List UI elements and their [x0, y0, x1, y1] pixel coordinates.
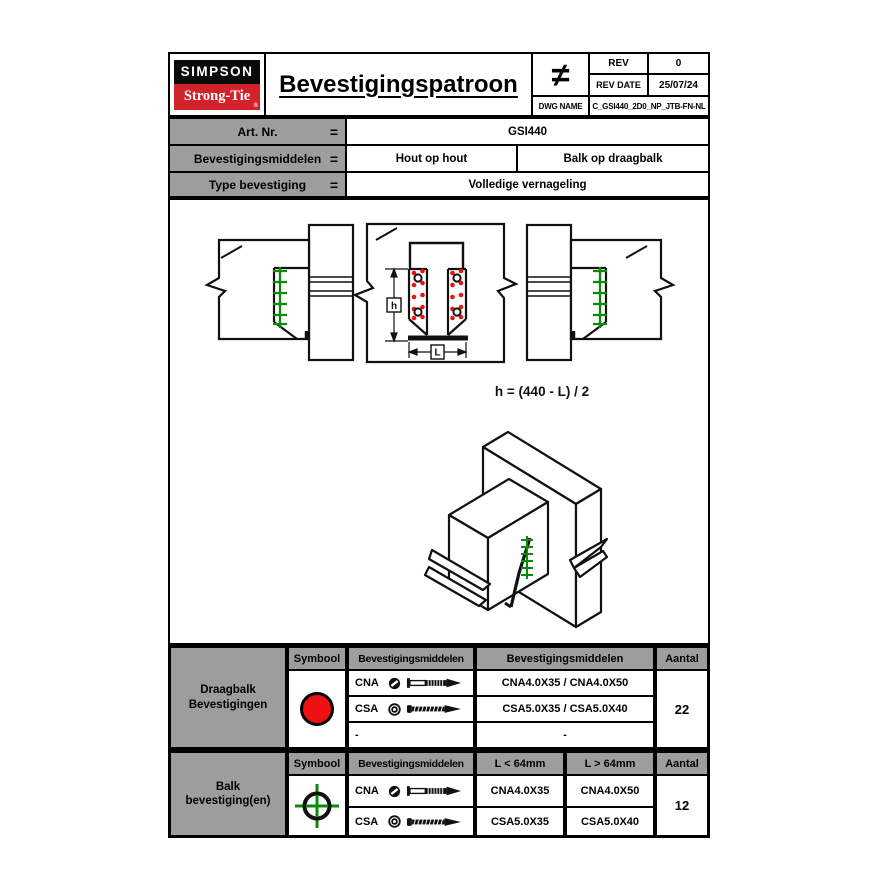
- t2-aantal-value: 12: [674, 798, 690, 813]
- art-nr-value-cell: [347, 119, 708, 144]
- t2-row-label-cell: [171, 753, 285, 835]
- t2-cna-code: CNA: [355, 785, 379, 797]
- t2-row-label: Balk bevestiging(en): [185, 780, 271, 807]
- side-view-right: [527, 225, 673, 360]
- post-right: [527, 225, 571, 360]
- logo-simpson-text: SIMPSON: [180, 64, 254, 79]
- red-circle-symbol: [300, 692, 334, 726]
- not-equal-icon: ≠: [551, 56, 570, 93]
- t1-aantal-value: 22: [674, 701, 690, 717]
- type-bevestiging-value: Volledige vernageling: [468, 178, 587, 191]
- info-row-middelen-label-cell: [170, 146, 345, 171]
- t1-symbol-cell: [289, 671, 345, 747]
- t1-fastener-cna-cell: [349, 671, 473, 695]
- t2-cna-llarge-cell: [567, 776, 653, 806]
- t2-csa-llarge-cell: [567, 808, 653, 835]
- not-equal-cell: [533, 54, 588, 95]
- t1-cna-value: CNA4.0X35 / CNA4.0X50: [501, 677, 629, 689]
- beam-right: [571, 240, 673, 339]
- t1-cna-code: CNA: [355, 677, 379, 689]
- t1-empty-code: -: [355, 729, 359, 741]
- t1-empty-value-cell: [477, 723, 653, 747]
- post-left: [309, 225, 353, 360]
- t2-fastener-cna-cell: [349, 776, 473, 806]
- t2-csa-llarge: CSA5.0X40: [580, 815, 640, 828]
- t1-fastener-csa-cell: [349, 697, 473, 721]
- title-cell: [266, 54, 531, 115]
- nail-head-icon: [388, 785, 401, 798]
- t1-header-middel2: Bevestigingsmiddelen: [477, 648, 653, 669]
- page-title: Bevestigingspatroon: [279, 70, 518, 98]
- t1-empty-value: -: [563, 729, 567, 741]
- t2-header-aantal: Aantal: [657, 753, 707, 774]
- t2-csa-code: CSA: [355, 815, 379, 828]
- screw-head-icon: [388, 815, 401, 828]
- beam-left: [207, 240, 309, 339]
- logo-strongtie: [174, 84, 260, 110]
- info-row-art-label-cell: [170, 119, 345, 144]
- logo-strongtie-text: Strong-Tie: [183, 88, 251, 104]
- t1-header-aantal: Aantal: [657, 648, 707, 669]
- type-bevestiging-value-cell: [347, 173, 708, 196]
- hanger-edge: [505, 603, 511, 607]
- front-view: [355, 224, 516, 362]
- nail-drawing-icon: [406, 676, 462, 690]
- t1-row-label: Draagbalk Bevestigingen: [188, 684, 268, 711]
- screw-head-icon: [388, 703, 401, 716]
- t2-header-l-small: L < 64mm: [477, 753, 563, 774]
- info-row-type-label-cell: [170, 173, 345, 196]
- t2-cna-lsmall-cell: [477, 776, 563, 806]
- t1-row-label-cell: [171, 648, 285, 747]
- equals-sign: =: [329, 150, 338, 167]
- technical-drawing: [170, 200, 707, 642]
- bevestigingsmiddelen-label: Bevestigingsmiddelen: [193, 151, 322, 166]
- equals-sign: =: [329, 176, 338, 193]
- t2-csa-lsmall-cell: [477, 808, 563, 835]
- isometric-view: [425, 432, 607, 627]
- t2-symbol-cell: [289, 776, 345, 835]
- equals-sign: =: [329, 123, 338, 140]
- rev-value: 0: [649, 54, 708, 73]
- rev-date-label: REV DATE: [590, 75, 647, 95]
- dim-l-label: L: [434, 347, 441, 359]
- t2-header-l-large: L > 64mm: [567, 753, 653, 774]
- t1-header-symbool: Symbool: [289, 648, 345, 669]
- screw-drawing-icon: [406, 815, 462, 829]
- rev-date-value: 25/07/24: [649, 75, 708, 95]
- title-block: [168, 52, 710, 117]
- t1-header-middel: Bevestigingsmiddelen: [349, 648, 473, 669]
- drawing-sheet: [168, 52, 710, 838]
- t2-fastener-csa-cell: [349, 808, 473, 835]
- t1-aantal-cell: [657, 671, 707, 747]
- info-table: [168, 117, 710, 198]
- t2-csa-lsmall: CSA5.0X35: [490, 815, 550, 828]
- t1-cna-value-cell: [477, 671, 653, 695]
- nail-head-icon: [388, 677, 401, 690]
- side-view-left: [207, 225, 353, 360]
- logo-simpson: [174, 60, 260, 84]
- t1-empty-code-cell: [349, 723, 473, 747]
- drawing-panel: [168, 198, 710, 645]
- t2-header-middel: Bevestigingsmiddelen: [349, 753, 473, 774]
- table-balk: [168, 750, 710, 838]
- formula-text: h = (440 - L) / 2: [494, 384, 590, 399]
- hout-op-hout-value: Hout op hout: [395, 152, 468, 165]
- hout-op-hout-cell: [347, 146, 516, 171]
- rev-label: REV: [590, 54, 647, 73]
- logo-cell: [170, 54, 264, 115]
- art-nr-value: GSI440: [508, 125, 547, 138]
- t2-cna-llarge: CNA4.0X50: [580, 785, 640, 797]
- dim-h-label: h: [390, 301, 398, 312]
- t1-csa-value-cell: [477, 697, 653, 721]
- nail-drawing-icon: [406, 784, 462, 798]
- t2-cna-lsmall: CNA4.0X35: [490, 785, 550, 797]
- balk-op-draagbalk-cell: [518, 146, 708, 171]
- screw-drawing-icon: [406, 702, 462, 716]
- header-face: [355, 224, 516, 362]
- dwg-name-value: C_GSI440_2D0_NP_JTB-FN-NL: [590, 97, 708, 115]
- type-bevestiging-label: Type bevestiging: [208, 177, 307, 192]
- t1-csa-value: CSA5.0X35 / CSA5.0X40: [502, 703, 628, 715]
- balk-op-draagbalk-value: Balk op draagbalk: [563, 152, 663, 165]
- dwg-name-label: DWG NAME: [533, 97, 588, 115]
- art-nr-label: Art. Nr.: [237, 124, 278, 139]
- t2-header-symbool: Symbool: [289, 753, 345, 774]
- t2-aantal-cell: [657, 776, 707, 835]
- t1-csa-code: CSA: [355, 703, 379, 715]
- table-draagbalk: [168, 645, 710, 750]
- crosshair-symbol: [294, 783, 340, 829]
- registered-mark: ®: [253, 102, 258, 109]
